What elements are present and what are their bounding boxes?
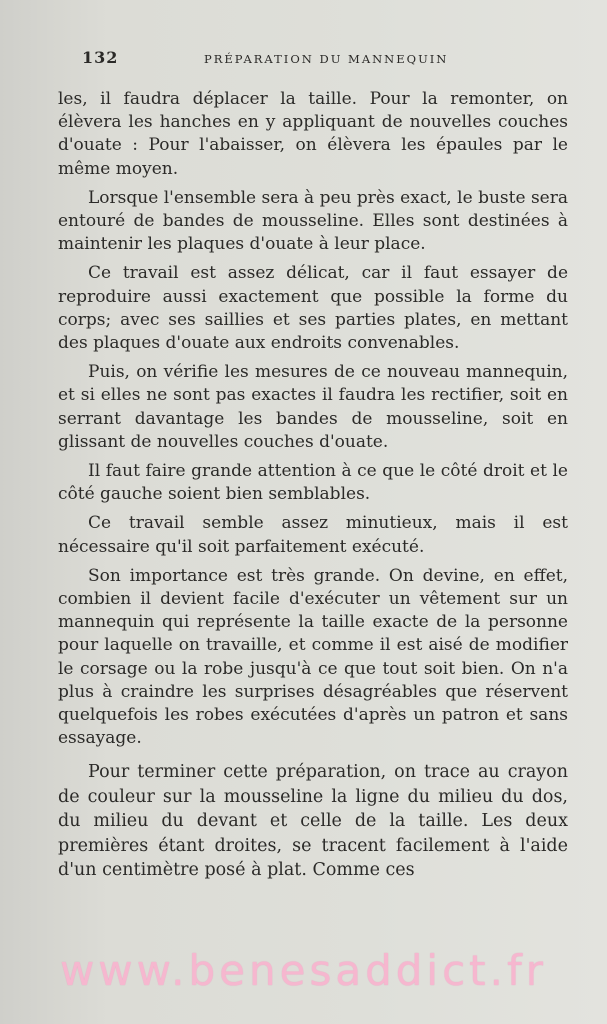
page-header — [82, 48, 572, 74]
paragraph: Puis, on vérifie les mesures de ce nouveau mannequin, et si elles ne sont pas exactes il faudra les rectifier, soit en serrant davantage les bandes de mousseline, soit en glissant de nouvelles couches d'ouate. — [58, 362, 568, 452]
running-head: PRÉPARATION DU MANNEQUIN — [204, 52, 449, 66]
paragraph: Son importance est très grande. On devine, en effet, combien il devient facile d'exécuter un vêtement sur un mannequin qui représente la taille exacte de la personne pour laquelle on travaille, et comme il est aisé de modifier le corsage ou la robe jusqu'à ce que tout soit bien. On n'a plus à craindre les surprises désagréables que réservent quelquefois les robes exécutées d'après un patron et sans essayage. — [58, 565, 568, 749]
body-text — [58, 88, 568, 889]
paragraph: Ce travail est assez délicat, car il faut essayer de reproduire aussi exactement que possible la forme du corps; avec ses saillies et ses parties plates, en mettant des plaques d'ouate aux endroits convenables. — [58, 263, 568, 354]
paragraph: Ce travail semble assez minutieux, mais il est nécessaire qu'il soit parfaitement exécuté. — [58, 513, 568, 557]
paragraph: Pour terminer cette préparation, on trace au crayon de couleur sur la mousseline la ligne du milieu du dos, du milieu du devant et celle de la taille. Les deux premières étant droites, se tracent facilement à l'aide d'un centimètre posé à plat. Comme ces — [58, 762, 568, 881]
paragraph: Il faut faire grande attention à ce que le côté droit et le côté gauche soient bien semblables. — [58, 461, 568, 505]
paragraph: Lorsque l'ensemble sera à peu près exact, le buste sera entouré de bandes de mousseline. Elles sont destinées à maintenir les plaques d'ouate à leur place. — [58, 187, 568, 255]
watermark: www.benesaddict.fr — [59, 946, 548, 995]
page-number: 132 — [82, 48, 119, 67]
paragraph: les, il faudra déplacer la taille. Pour la remonter, on élèvera les hanches en y appliquant de nouvelles couches d'ouate : Pour l'abaisser, on élèvera les épaules par le même moyen. — [58, 89, 568, 179]
